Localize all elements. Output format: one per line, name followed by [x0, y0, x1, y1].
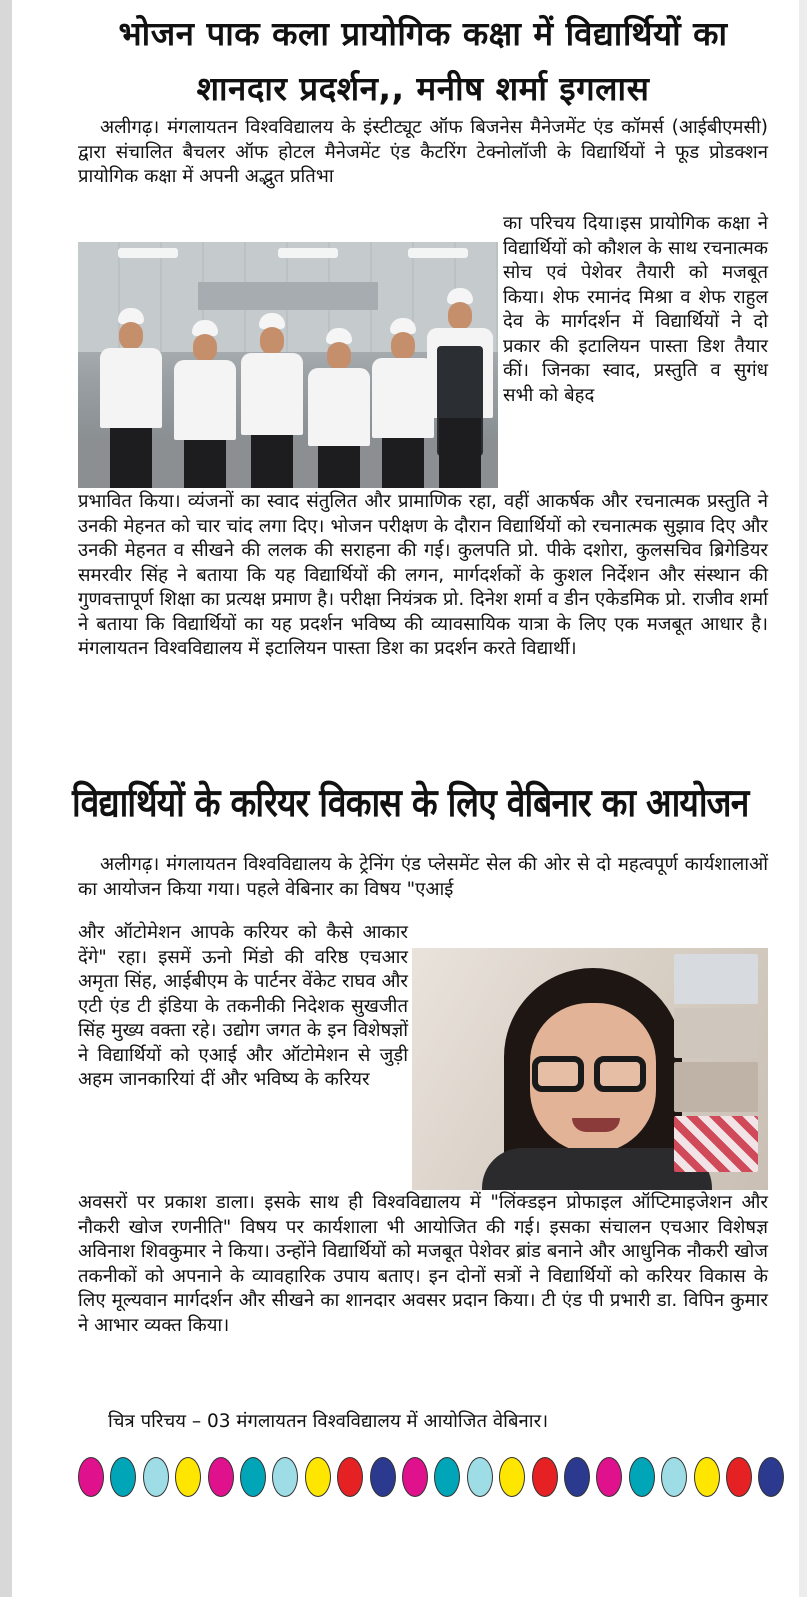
article2-body-top-span: अलीगढ़। मंगलायतन विश्वविद्यालय के ट्रेनिंग एंड प्लेसमेंट सेल की ओर से दो महत्वपूर्ण कार्यशालाओं का आयोजन किया गया। पहले वेबिनार का विषय "एआई: [78, 854, 768, 900]
photo-chef-figure: [170, 320, 240, 488]
photo-chef-figure: [238, 313, 306, 488]
article2-body-bottom-text: अवसरों पर प्रकाश डाला। इसके साथ ही विश्वविद्यालय में "लिंक्डइन प्रोफाइल ऑप्टिमाइजेशन और नौकरी खोज रणनीति" विषय पर कार्यशाला भी आयोजित की गई। इसका संचालन एचआर विशेषज्ञ अविनाश शिवकुमार ने किया। उन्होंने विद्यार्थियों को मजबूत पेशेवर ब्रांड बनाने और आधुनिक नौकरी खोज तकनीकों को अपनाने के व्यावहारिक उपाय बताए। इन दोनों सत्रों ने विद्यार्थियों को करियर विकास के लिए मूल्यवान मार्गदर्शन और सीखने का शानदार अवसर प्रदान किया। टी एंड पी प्रभारी डा. विपिन कुमार ने आभार व्यक्त किया।: [78, 1192, 768, 1336]
page-edge-right: [799, 0, 807, 1597]
color-dot: [402, 1457, 428, 1497]
photo-chef-figure: [96, 308, 166, 488]
photo-video-tile: [674, 1116, 758, 1172]
article2-body-top-text: [78, 853, 768, 902]
article1-body-side-text: का परिचय दिया।इस प्रायोगिक कक्षा ने विद्यार्थियों को कौशल के साथ रचनात्मक सोच एवं पेशेवर तैयारी को मजबूत किया। शेफ रमानंद मिश्रा व शेफ राहुल देव के मार्गदर्शन में विद्यार्थियों ने दो प्रकार की इटालियन पास्ता डिश तैयार कीं। जिनका स्वाद, प्रस्तुति व सुगंध सभी को बेहद: [503, 213, 768, 406]
article1-headline: [78, 6, 768, 116]
photo-ceiling-light: [278, 248, 338, 258]
color-dot: [240, 1457, 266, 1497]
article2-photo-webinar: [412, 948, 768, 1190]
article2-body-bottom: [78, 1191, 768, 1338]
color-dot: [564, 1457, 590, 1497]
color-dot: [694, 1457, 720, 1497]
article1-body-top: [78, 116, 768, 190]
article2-body-left-text: और ऑटोमेशन आपके करियर को कैसे आकार देंगे" रहा। इसमें ऊनो मिंडो की वरिष्ठ एचआर अमृता सिंह, आईबीएम के पार्टनर वेंकेट राघव और एटी एंड टी इंडिया के तकनीकी निदेशक सुखजीत सिंह मुख्य वक्ता रहे। उद्योग जगत के इन विशेषज्ञों ने विद्यार्थियों को एआई और ऑटोमेशन से जुड़ी अहम जानकारियां दीं और भविष्य के करियर: [78, 922, 408, 1090]
photo-video-tile: [674, 1062, 758, 1112]
color-dot: [143, 1457, 169, 1497]
photo-chef-figure: [306, 328, 372, 488]
photo-ceiling-light: [118, 248, 178, 258]
article1-body-bottom-text: प्रभावित किया। व्यंजनों का स्वाद संतुलित और प्रामाणिक रहा, वहीं आकर्षक और रचनात्मक प्रस्तुति ने उनकी मेहनत को चार चांद लगा दिए। भोजन परीक्षण के दौरान विद्यार्थियों को रचनात्मक सुझाव दिए और उनकी मेहनत व सीखने की ललक की सराहना की गई। कुलपति प्रो. पीके दशोरा, कुलसचिव ब्रिगेडियर समरवीर सिंह ने बताया कि यह विद्यार्थियों की लगन, मार्गदर्शकों के कुशल निर्देशन और संस्थान की गुणवत्तापूर्ण शिक्षा का प्रत्यक्ष प्रमाण है। परीक्षा नियंत्रक प्रो. दिनेश शर्मा व डीन एकेडमिक प्रो. राजीव शर्मा ने बताया कि विद्यार्थियों का यह प्रदर्शन भविष्य की व्यावसायिक यात्रा के लिए एक मजबूत आधार है। मंगलायतन विश्वविद्यालय में इटालियन पास्ता डिश का प्रदर्शन करते विद्यार्थी।: [78, 491, 768, 659]
article2-photo-caption: चित्र परिचय – 03 मंगलायतन विश्वविद्यालय में आयोजित वेबिनार।: [108, 1411, 549, 1432]
color-dot: [305, 1457, 331, 1497]
article1-photo-students: [78, 242, 498, 488]
color-dot: [175, 1457, 201, 1497]
color-dot: [467, 1457, 493, 1497]
color-dot: [726, 1457, 752, 1497]
article2-body-left: [78, 921, 408, 1093]
article1-body-bottom: [78, 490, 768, 662]
page-edge-left: [0, 0, 12, 1597]
color-dot: [110, 1457, 136, 1497]
article1-body-side: [503, 212, 768, 408]
color-dot: [370, 1457, 396, 1497]
photo-speaker-glasses: [594, 1056, 646, 1092]
color-dot: [629, 1457, 655, 1497]
photo-speaker-glasses: [532, 1056, 584, 1092]
color-dot: [434, 1457, 460, 1497]
color-dot: [272, 1457, 298, 1497]
photo-kitchen-hood: [198, 282, 378, 310]
article1-body-top-span: अलीगढ़। मंगलायतन विश्वविद्यालय के इंस्टीट्यूट ऑफ बिजनेस मैनेजमेंट एंड कॉमर्स (आईबीएमसी) द्वारा संचालित बैचलर ऑफ होटल मैनेजमेंट एंड कैटरिंग टेक्नोलॉजी के विद्यार्थियों ने फूड प्रोडक्शन प्रायोगिक कक्षा में अपनी अद्भुत प्रतिभा: [78, 117, 768, 187]
photo-speaker-mouth: [572, 1118, 620, 1132]
color-dot: [758, 1457, 784, 1497]
photo-video-tile: [674, 954, 758, 1004]
color-dot: [499, 1457, 525, 1497]
color-dot: [78, 1457, 104, 1497]
article1-headline-line1: भोजन पाक कला प्रायोगिक कक्षा में विद्यार्थियों का: [118, 14, 728, 53]
photo-chef-figure-apron: [423, 288, 495, 488]
color-dot: [661, 1457, 687, 1497]
decorative-color-dots: [78, 1457, 798, 1501]
photo-video-tile: [674, 1008, 758, 1058]
photo-ceiling-light: [408, 248, 468, 258]
color-dot: [337, 1457, 363, 1497]
color-dot: [208, 1457, 234, 1497]
article1-body-top-text: [78, 116, 768, 190]
article1-headline-line2: शानदार प्रदर्शन,, मनीष शर्मा इगलास: [196, 69, 650, 108]
article2-headline: विद्यार्थियों के करियर विकास के लिए वेबिनार का आयोजन: [72, 781, 749, 826]
article2-body-top: [78, 853, 768, 902]
color-dot: [596, 1457, 622, 1497]
color-dot: [532, 1457, 558, 1497]
